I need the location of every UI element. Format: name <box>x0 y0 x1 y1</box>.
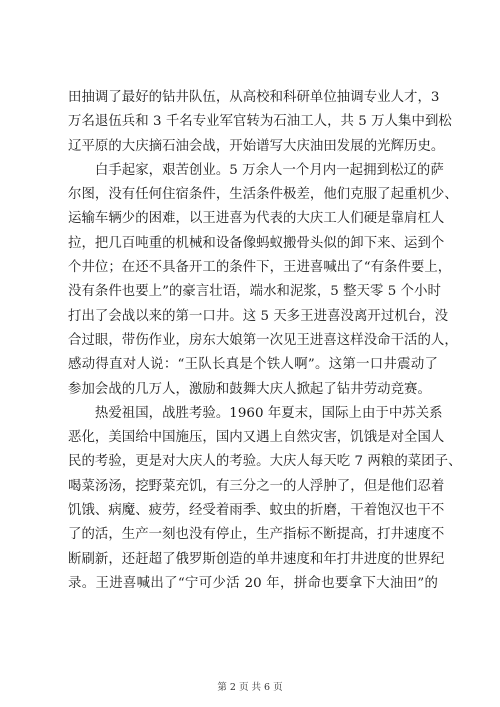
text-line: 热爱祖国，战胜考验。1960 年夏末，国际上由于中苏关系 <box>68 405 443 421</box>
text-line: 田抽调了最好的钻井队伍，从高校和科研单位抽调专业人才，3 <box>68 90 440 105</box>
text-line: 运输车辆少的困难，以王进喜为代表的大庆工人们硬是靠肩杠人 <box>68 211 445 227</box>
text-line: 参加会战的几万人，激励和鼓舞大庆人掀起了钻井劳动竞赛。 <box>68 381 431 397</box>
text-line: 断刷新，还赶超了俄罗斯创造的单井速度和年打井进度的世界纪 <box>68 551 445 567</box>
text-line: 民的考验，更是对大庆人的考验。大庆人每天吃 7 两粮的菜团子、 <box>68 454 462 470</box>
text-line: 感动得直对人说：“王队长真是个铁人啊”。这第一口井震动了 <box>68 357 438 373</box>
text-line: 打出了会战以来的第一口井。这 5 天多王进喜没离开过机台，没 <box>68 308 449 324</box>
text-line: 没有条件也要上”的豪言壮语，端水和泥浆，5 整天零 5 个小时 <box>68 284 441 300</box>
page-number-footer: 第 2 页 共 6 页 <box>217 682 283 693</box>
text-line: 个井位；在还不具备开工的条件下，王进喜喊出了“有条件要上， <box>68 260 452 276</box>
text-line: 合过眼，带伤作业，房东大娘第一次见王进喜这样没命干活的人， <box>68 332 458 348</box>
text-line: 恶化，美国给中国施压，国内又遇上自然灾害，饥饿是对全国人 <box>68 430 445 446</box>
body-text <box>68 86 462 596</box>
text-line: 尔图，没有任何住宿条件，生活条件极差，他们克服了起重机少、 <box>68 187 458 203</box>
text-line: 录。王进喜喊出了“宁可少活 20 年，拼命也要拿下大油田”的 <box>68 575 438 591</box>
text-line: 万名退伍兵和 3 千名专业军官转为石油工人，共 5 万人集中到松 <box>68 114 452 130</box>
text-line: 拉，把几百吨重的机械和设备像蚂蚁搬骨头似的卸下来、运到个 <box>68 235 445 251</box>
text-line: 白手起家，艰苦创业。5 万余人一个月内一起拥到松辽的萨 <box>68 162 444 178</box>
text-line: 喝菜汤汤，挖野菜充饥，有三分之一的人浮肿了，但是他们忍着 <box>68 478 445 494</box>
text-line: 辽平原的大庆摘石油会战，开始谱写大庆油田发展的光辉历史。 <box>68 138 445 154</box>
text-line: 饥饿、病魔、疲劳，经受着雨季、蚊虫的折磨，干着饱汉也干不 <box>68 503 445 519</box>
text-line: 了的活，生产一刻也没有停止，生产指标不断提高，打井速度不 <box>68 527 445 543</box>
